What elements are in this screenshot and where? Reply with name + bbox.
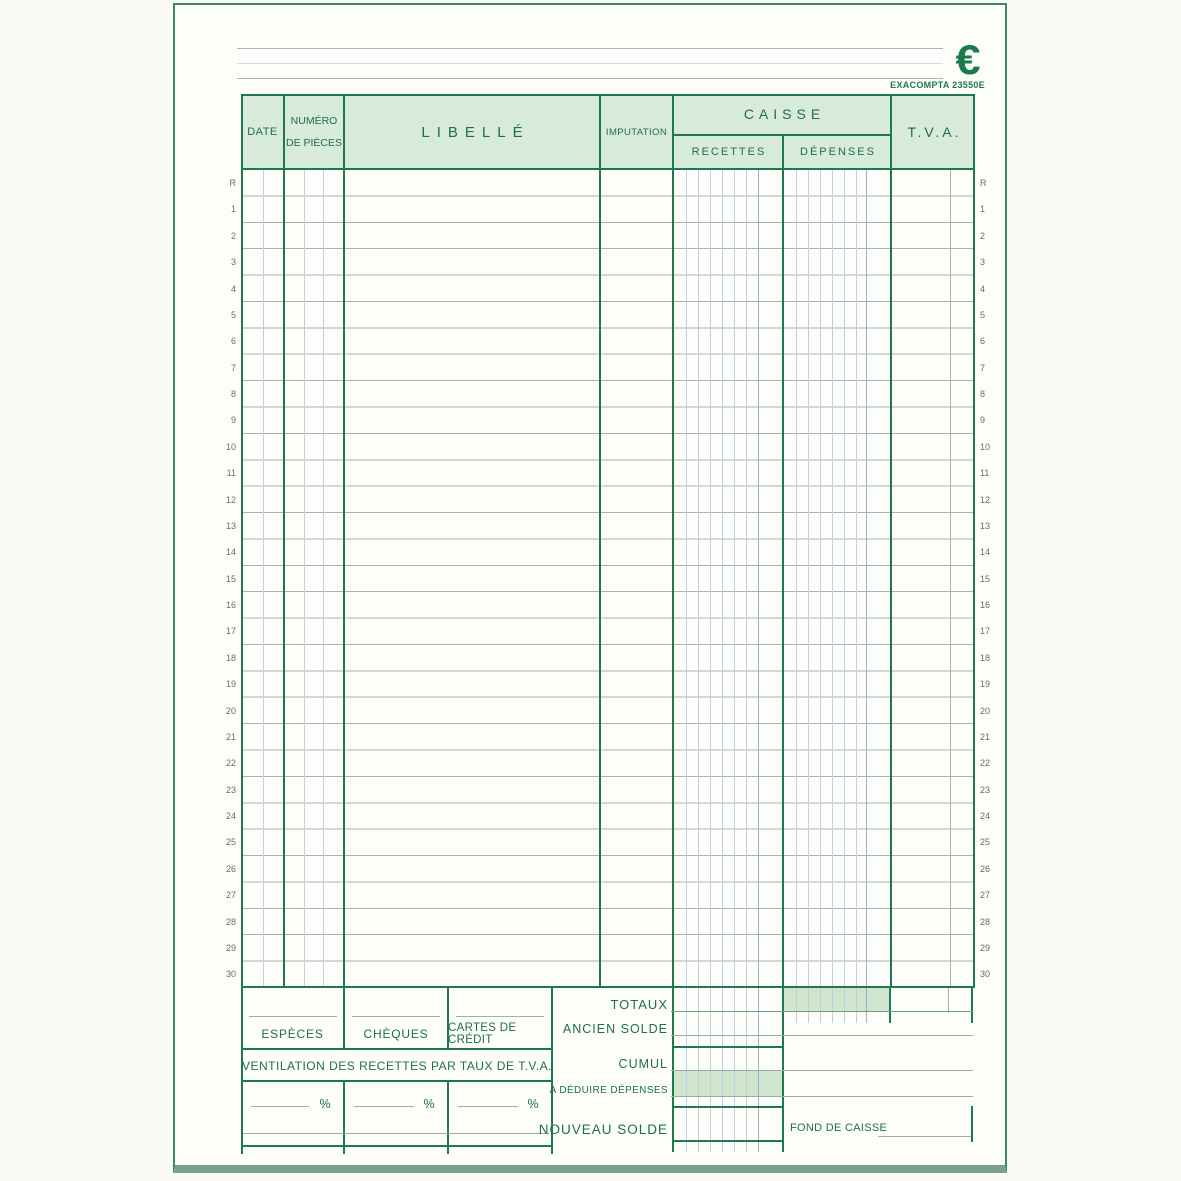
writing-line: [237, 48, 943, 49]
row-label: 15: [225, 573, 236, 584]
row-label: 30: [225, 969, 236, 980]
row-label: 10: [225, 441, 236, 452]
row-label: 3: [980, 257, 986, 268]
grid-hline: [241, 1048, 553, 1050]
row-label: 20: [980, 705, 991, 716]
row-label: 14: [225, 547, 236, 558]
grid-vline: [844, 170, 845, 986]
row-label: 27: [225, 890, 236, 901]
row-label: 26: [980, 863, 991, 874]
row-label: 6: [230, 336, 236, 347]
totaux-label: TOTAUX: [610, 997, 668, 1012]
grid-vline: [304, 170, 305, 986]
row-label: 21: [980, 731, 991, 742]
grid-hline: [672, 1046, 784, 1048]
row-label: 9: [230, 415, 236, 426]
row-label: 18: [980, 652, 991, 663]
grid-vline: [343, 1082, 345, 1154]
grid-hline: [671, 1035, 973, 1036]
grid-vline: [971, 988, 973, 1023]
grid-vline: [796, 988, 797, 1023]
row-label: 12: [225, 494, 236, 505]
row-label: 25: [225, 837, 236, 848]
grid-vline: [866, 170, 867, 986]
row-label: 2: [980, 230, 986, 241]
row-label: 10: [980, 441, 991, 452]
row-label: 21: [225, 731, 236, 742]
row-label: 23: [980, 784, 991, 795]
grid-vline: [283, 170, 285, 988]
row-label: 28: [980, 916, 991, 927]
row-label: 19: [980, 679, 991, 690]
cheques-label: CHÈQUES: [363, 1027, 429, 1041]
grid-vline: [710, 170, 711, 986]
grid-vline: [323, 170, 324, 986]
row-label: 26: [225, 863, 236, 874]
grid-vline: [844, 988, 845, 1023]
grid-hline: [241, 1080, 553, 1082]
row-label: 5: [980, 309, 986, 320]
grid-vline: [856, 988, 857, 1023]
grid-vline: [950, 170, 951, 986]
grid-vline: [698, 170, 699, 986]
grid-hline: [354, 1106, 414, 1107]
a-deduire-depenses-label: A DÉDUIRE DÉPENSES: [549, 1085, 668, 1096]
header-tva: T.V.A.: [907, 124, 962, 140]
grid-vline: [734, 170, 735, 986]
row-label: 3: [230, 257, 236, 268]
row-label: 23: [225, 784, 236, 795]
row-label: 12: [980, 494, 991, 505]
row-label: 1: [980, 204, 986, 215]
grid-hline: [878, 1136, 971, 1137]
writing-line: [237, 63, 943, 64]
grid-vline: [971, 1106, 973, 1142]
row-label: 7: [230, 362, 236, 373]
row-label: 13: [225, 520, 236, 531]
row-label: 30: [980, 969, 991, 980]
grid-vline: [820, 170, 821, 986]
header-caisse: CAISSE: [743, 106, 826, 122]
brand-code: EXACOMPTA 23550E: [890, 80, 985, 90]
grid-hline: [458, 1106, 518, 1107]
row-label: 11: [226, 468, 236, 479]
row-label: 4: [230, 283, 236, 294]
row-label: R: [980, 178, 987, 188]
fond-de-caisse-label: FOND DE CAISSE: [790, 1122, 888, 1134]
row-label: 18: [225, 652, 236, 663]
row-label: 2: [230, 230, 236, 241]
header-imputation: IMPUTATION: [605, 126, 668, 138]
grid-vline: [808, 988, 809, 1023]
row-label: 25: [980, 837, 991, 848]
row-label: 24: [225, 811, 236, 821]
row-label: 19: [225, 679, 236, 690]
grid-vline: [832, 988, 833, 1023]
row-label: 20: [225, 705, 236, 716]
row-label: 4: [980, 283, 986, 294]
grid-vline: [889, 988, 891, 1023]
row-label: 8: [980, 389, 986, 399]
grid-vline: [890, 170, 892, 988]
a-deduire-shaded-cell: [674, 1071, 782, 1096]
row-label: 16: [980, 600, 991, 610]
grid-vline: [672, 170, 674, 988]
totaux-depenses-shaded-cell: [784, 988, 889, 1011]
grid-hline: [456, 1016, 544, 1017]
row-label: 29: [980, 942, 991, 953]
grid-hline: [671, 1096, 973, 1097]
grid-vline: [866, 988, 867, 1023]
row-label: 22: [980, 758, 991, 769]
row-labels-right: [980, 170, 1004, 988]
nouveau-solde-label: NOUVEAU SOLDE: [538, 1122, 668, 1137]
row-label: 24: [980, 811, 991, 821]
grid-vline: [948, 988, 949, 1013]
grid-vline: [796, 170, 797, 986]
grid-vline: [343, 170, 345, 988]
header-recettes: RECETTES: [691, 146, 767, 158]
row-label: 28: [225, 916, 236, 927]
row-label: 29: [225, 942, 236, 953]
row-label: 14: [980, 547, 991, 558]
ancien-solde-label: ANCIEN SOLDE: [562, 1022, 668, 1036]
grid-hline: [672, 1140, 784, 1142]
grid-hline: [672, 1106, 784, 1108]
cumul-label: CUMUL: [618, 1057, 668, 1071]
grid-vline: [832, 170, 833, 986]
writing-line: [237, 78, 943, 79]
grid-hline: [671, 1070, 973, 1071]
grid-vline: [782, 170, 784, 988]
row-labels-left: [212, 170, 236, 988]
row-label: 9: [980, 415, 986, 426]
row-label: 27: [980, 890, 991, 901]
grid-vline: [973, 170, 975, 988]
row-label: 13: [980, 520, 991, 531]
grid-hline: [241, 1145, 553, 1147]
grid-vline: [722, 170, 723, 986]
row-label: 7: [980, 362, 986, 373]
grid-vline: [241, 170, 243, 988]
grid-vline: [263, 170, 264, 986]
header-numero-line2: DE PIÈCES: [285, 137, 343, 149]
grid-hline: [671, 1011, 973, 1012]
ventilation-title: VENTILATION DES RECETTES PAR TAUX DE T.V.A.: [241, 1059, 552, 1073]
row-label: 8: [230, 389, 236, 399]
row-label: 5: [230, 309, 236, 320]
grid-vline: [856, 170, 857, 986]
row-label: 11: [980, 468, 990, 479]
row-label: 6: [980, 336, 986, 347]
grid-vline: [808, 170, 809, 986]
row-label: 22: [225, 758, 236, 769]
grid-hline: [352, 1016, 440, 1017]
header-libelle: LIBELLÉ: [421, 123, 530, 141]
percent-sign: %: [423, 1097, 435, 1111]
percent-sign: %: [527, 1097, 539, 1111]
header-date: DATE: [247, 126, 278, 138]
euro-currency-symbol: €: [955, 36, 981, 83]
especes-label: ESPÈCES: [261, 1027, 324, 1041]
row-label: 15: [980, 573, 991, 584]
grid-vline: [599, 170, 601, 988]
entry-rows-grid: [241, 170, 975, 988]
grid-vline: [686, 170, 687, 986]
row-label: 17: [225, 626, 236, 637]
grid-vline: [746, 170, 747, 986]
grid-hline: [251, 1106, 309, 1107]
row-label: 17: [980, 626, 991, 637]
grid-vline: [758, 170, 759, 986]
grid-vline: [820, 988, 821, 1023]
header-depenses: DÉPENSES: [800, 146, 876, 158]
row-label: 16: [225, 600, 236, 610]
grid-hline: [241, 986, 975, 988]
header-numero-line1: NUMÉRO: [290, 114, 338, 127]
row-label: 1: [230, 204, 236, 215]
row-label: R: [229, 178, 236, 188]
percent-sign: %: [319, 1097, 331, 1111]
grid-hline: [249, 1016, 337, 1017]
header-numero-de-pieces: [284, 94, 344, 170]
cartes-credit-label: CARTES DE CRÉDIT: [448, 1022, 517, 1046]
